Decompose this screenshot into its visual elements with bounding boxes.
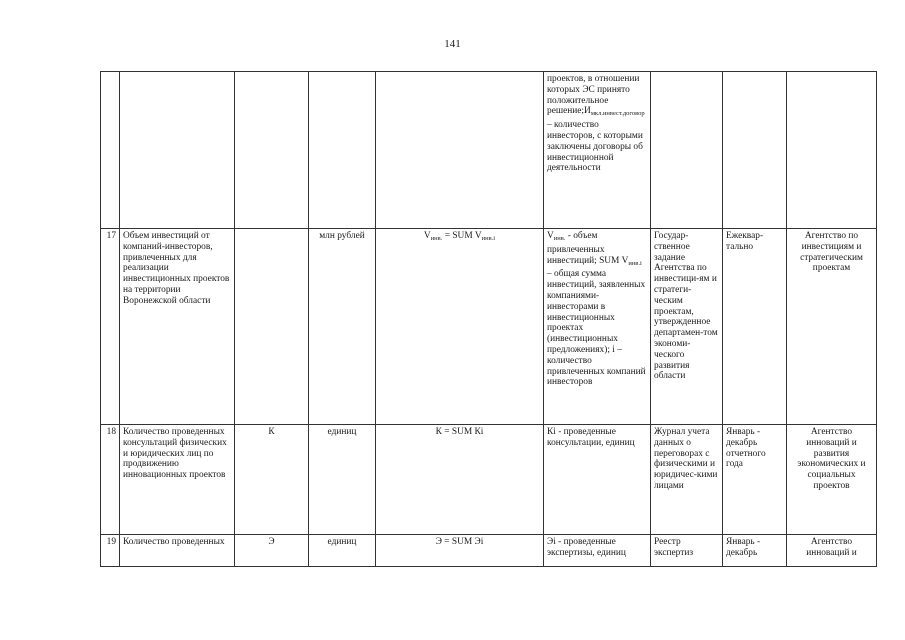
unit-of-measure	[309, 72, 376, 229]
text-segment: V	[547, 231, 554, 241]
indicator-symbol: Э	[235, 535, 309, 567]
row-number	[101, 72, 120, 229]
indicator-description	[544, 535, 651, 567]
text-segment: проектов, в отношении которых ЭС принято положительное решение;	[547, 74, 640, 117]
data-source: Государ-ственное задание Агентства по инвестици-ям и стратеги-ческим проектам, утвержденное департамен-том экономи-ческого развития области	[651, 229, 723, 425]
responsible-agency	[787, 72, 877, 229]
text-segment: Эi - проведенные экспертизы, единиц	[547, 537, 626, 558]
formula	[376, 425, 544, 535]
reporting-period: Январь - декабрь отчетного года	[723, 425, 787, 535]
indicator-symbol: К	[235, 425, 309, 535]
table-body	[101, 72, 877, 567]
text-segment: = SUM V	[442, 231, 482, 241]
text-segment: Э = SUM Эi	[435, 537, 484, 547]
formula	[376, 229, 544, 425]
indicator-symbol	[235, 72, 309, 229]
subscript-text: инв.i	[628, 259, 642, 267]
indicator-description	[544, 425, 651, 535]
reporting-period	[723, 72, 787, 229]
responsible-agency: Агентство по инвестициям и стратегическим проектам	[787, 229, 877, 425]
indicator-symbol	[235, 229, 309, 425]
indicator-name: Количество проведенных	[120, 535, 235, 567]
indicator-description	[544, 229, 651, 425]
unit-of-measure: единиц	[309, 425, 376, 535]
table-row	[101, 425, 877, 535]
indicator-name	[120, 72, 235, 229]
formula	[376, 535, 544, 567]
text-segment: Кi - проведенные консультации, единиц	[547, 427, 635, 448]
row-number: 17	[101, 229, 120, 425]
responsible-agency: Агентство инноваций и	[787, 535, 877, 567]
formula	[376, 72, 544, 229]
table-row	[101, 72, 877, 229]
indicator-description	[544, 72, 651, 229]
row-number: 18	[101, 425, 120, 535]
indicators-table	[100, 71, 877, 567]
data-source	[651, 72, 723, 229]
subscript-text: инв.i	[481, 235, 496, 242]
table-row	[101, 535, 877, 567]
subscript-text: инв.	[553, 235, 566, 242]
subscript-text: инв.	[430, 235, 443, 242]
text-segment: – количество инвесторов, с которыми заключены договоры об инвестиционной деятельности	[547, 120, 643, 174]
text-segment: V	[423, 231, 431, 241]
text-segment: – общая сумма инвестиций, заявленных компаниями-инвесторами в инвестиционных проектах (инвестиционных предложениях); i – количество привлеченных компаний инвесторов	[547, 269, 646, 388]
indicator-name: Количество проведенных консультаций физических и юридических лиц по продвижению инновационных проектов	[120, 425, 235, 535]
subscript-text: мкл.инвест.договор	[590, 110, 645, 118]
reporting-period: Январь - декабрь	[723, 535, 787, 567]
reporting-period: Ежеквар-тально	[723, 229, 787, 425]
table-row	[101, 229, 877, 425]
text-segment: И	[584, 106, 591, 117]
text-segment: - объем привлеченных инвестиций; SUM V	[547, 231, 629, 266]
responsible-agency: Агентство инноваций и развития экономических и социальных проектов	[787, 425, 877, 535]
unit-of-measure: млн рублей	[309, 229, 376, 425]
page-number: 141	[444, 38, 461, 50]
data-source: Реестр экспертиз	[651, 535, 723, 567]
text-segment: К = SUM Кi	[435, 427, 484, 437]
indicator-name: Объем инвестиций от компаний-инвесторов, привлеченных для реализации инвестиционных проектов на территории Воронежской области	[120, 229, 235, 425]
data-source: Журнал учета данных о переговорах с физическими и юридичес-кими лицами	[651, 425, 723, 535]
row-number: 19	[101, 535, 120, 567]
unit-of-measure: единиц	[309, 535, 376, 567]
